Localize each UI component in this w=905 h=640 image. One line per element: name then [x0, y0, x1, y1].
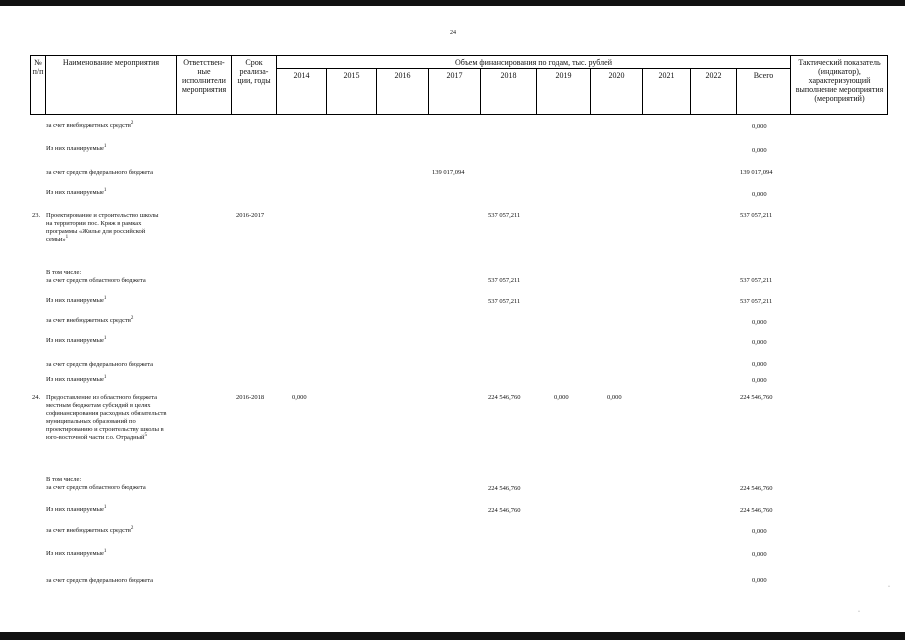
page-number: 24 — [450, 30, 456, 36]
row-label: за счет средств федерального бюджета — [46, 169, 154, 176]
row-label: Из них планируемые$^1$ — [46, 336, 107, 344]
row-value-2018: 224 546,760 — [488, 394, 521, 401]
header-year-2019: 2019 — [536, 68, 590, 115]
row-total: 224 546,760 — [740, 394, 773, 401]
row-label: Из них планируемые$^1$ — [46, 188, 107, 196]
header-year-2018: 2018 — [480, 68, 536, 115]
header-year-2017: 2017 — [428, 68, 480, 115]
row-label: Предоставление из областного бюджета местным бюджетам субсидий в целях софинансирования расходных обязательств муниципальных образований по проектированию и строительству школы в юго-восточной части г.о. Отрадный$^5$ — [46, 394, 167, 441]
row-value-2018: 224 546,760 — [488, 507, 521, 514]
row-total: 0,000 — [752, 361, 767, 368]
row-total: 0,000 — [752, 319, 767, 326]
header-col-term: Срок реализа- ции, годы — [231, 55, 276, 115]
row-value-2018: 224 546,760 — [488, 485, 521, 492]
row-value-2018: 537 057,211 — [488, 298, 521, 305]
row-total: 0,000 — [752, 147, 767, 154]
scan-speck: · — [858, 609, 860, 615]
row-label: за счет внебюджетных средств$^2$ — [46, 121, 134, 129]
row-term: 2016-2018 — [236, 394, 265, 401]
header-year-2016: 2016 — [376, 68, 428, 115]
row-label: В том числе: за счет средств областного бюджета — [46, 269, 146, 284]
row-total: 0,000 — [752, 377, 767, 384]
row-total: 537 057,211 — [740, 212, 773, 219]
top-border-bar — [0, 0, 905, 6]
row-value-2018: 537 057,211 — [488, 277, 521, 284]
bottom-border-bar — [0, 632, 905, 640]
row-label: за счет средств федерального бюджета — [46, 577, 154, 584]
row-label: В том числе: за счет средств областного бюджета — [46, 476, 146, 491]
row-number: 23. — [32, 212, 41, 219]
row-label: Из них планируемые$^1$ — [46, 296, 107, 304]
header-col-funding: Объем финансирования по годам, тыс. рублей — [276, 55, 790, 68]
row-label: Из них планируемые$^1$ — [46, 375, 107, 383]
row-total: 0,000 — [752, 123, 767, 130]
row-total: 0,000 — [752, 339, 767, 346]
header-col-responsible: Ответствен- ные исполнители мероприятия — [176, 55, 231, 115]
header-year-2022: 2022 — [690, 68, 736, 115]
row-total: 537 057,211 — [740, 298, 773, 305]
row-label: за счет внебюджетных средств$^2$ — [46, 316, 134, 324]
row-term: 2016-2017 — [236, 212, 265, 219]
row-total: 0,000 — [752, 551, 767, 558]
row-value-2019: 0,000 — [554, 394, 569, 401]
row-total: 0,000 — [752, 528, 767, 535]
row-number: 24. — [32, 394, 41, 401]
header-year-2020: 2020 — [590, 68, 642, 115]
header-col-number: № п/п — [30, 55, 45, 115]
row-value-2020: 0,000 — [607, 394, 622, 401]
header-col-name: Наименование мероприятия — [45, 55, 176, 115]
header-col-indicator: Тактический показатель (индикатор), характеризующий выполнение мероприятия (мероприятий) — [790, 55, 888, 115]
row-total: 537 057,211 — [740, 277, 773, 284]
row-label: Из них планируемые$^1$ — [46, 505, 107, 513]
header-total: Всего — [736, 68, 790, 115]
table-header — [30, 55, 888, 115]
row-label: Проектирование и строительство школы на территории пос. Кряж в рамках программы «Жилье для российской семьи»$^1$ — [46, 212, 159, 243]
header-year-2015: 2015 — [326, 68, 376, 115]
header-year-2021: 2021 — [642, 68, 690, 115]
row-value-2017: 139 017,094 — [432, 169, 465, 176]
row-total: 224 546,760 — [740, 485, 773, 492]
header-year-2014: 2014 — [276, 68, 326, 115]
row-value-2014: 0,000 — [292, 394, 307, 401]
row-label: за счет средств федерального бюджета — [46, 361, 154, 368]
row-total: 0,000 — [752, 191, 767, 198]
row-total: 139 017,094 — [740, 169, 773, 176]
row-total: 0,000 — [752, 577, 767, 584]
row-label: за счет внебюджетных средств$^2$ — [46, 526, 134, 534]
scan-speck: · — [888, 584, 890, 590]
row-value-2018: 537 057,211 — [488, 212, 521, 219]
row-label: Из них планируемые$^1$ — [46, 549, 107, 557]
row-total: 224 546,760 — [740, 507, 773, 514]
row-label: Из них планируемые$^1$ — [46, 144, 107, 152]
